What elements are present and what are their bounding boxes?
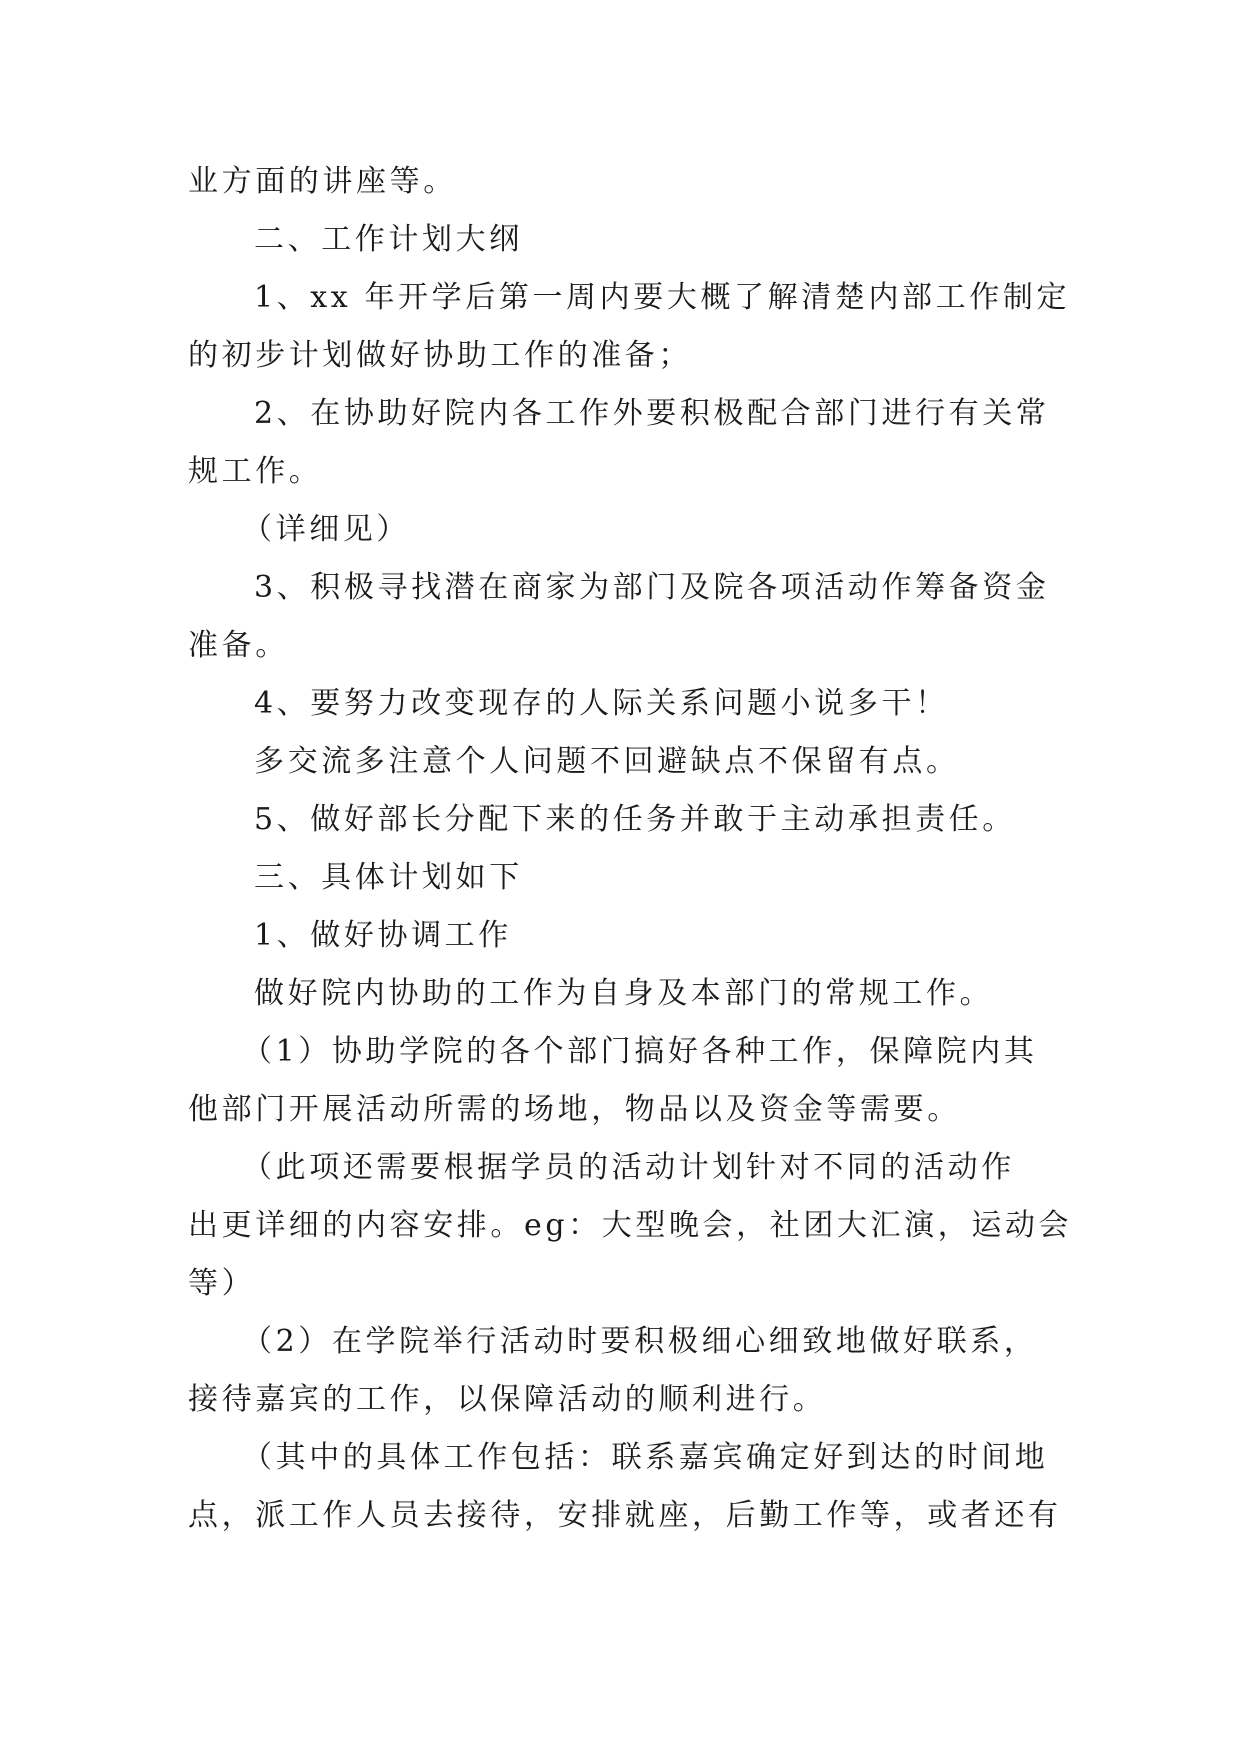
- note-line: （此项还需要根据学员的活动计划针对不同的活动作: [242, 1150, 1015, 1185]
- paragraph-line: 出更详细的内容安排。eg：大型晚会，社团大汇演，运动会: [188, 1208, 1073, 1243]
- paragraph-line: 准备。: [188, 628, 289, 663]
- paragraph-line: 等）: [188, 1266, 256, 1301]
- paragraph-line: 业方面的讲座等。: [188, 164, 457, 199]
- section-heading: 三、具体计划如下: [254, 860, 523, 895]
- paragraph-line: 规工作。: [188, 454, 323, 489]
- paragraph-line: 点，派工作人员去接待，安排就座，后勤工作等，或者还有: [188, 1498, 1062, 1533]
- paragraph-line: 多交流多注意个人问题不回避缺点不保留有点。: [254, 744, 960, 779]
- note-line: （其中的具体工作包括：联系嘉宾确定好到达的时间地: [242, 1440, 1049, 1475]
- paragraph-line: 他部门开展活动所需的场地，物品以及资金等需要。: [188, 1092, 961, 1127]
- list-item: 2、在协助好院内各工作外要积极配合部门进行有关常: [254, 396, 1050, 431]
- list-item: （2）在学院举行活动时要积极细心细致地做好联系，: [242, 1324, 1038, 1359]
- subsection-heading: 1、做好协调工作: [254, 918, 512, 953]
- list-item: （1）协助学院的各个部门搞好各种工作，保障院内其: [242, 1034, 1038, 1069]
- paragraph-line: 接待嘉宾的工作，以保障活动的顺利进行。: [188, 1382, 827, 1417]
- paragraph-line: 做好院内协助的工作为自身及本部门的常规工作。: [254, 976, 994, 1011]
- note-line: （详细见）: [242, 512, 410, 547]
- paragraph-line: 的初步计划做好协助工作的准备；: [188, 338, 692, 373]
- document-body: [188, 153, 1073, 1545]
- section-heading: 二、工作计划大纲: [254, 222, 523, 257]
- list-item: 4、要努力改变现存的人际关系问题小说多干！: [254, 686, 949, 721]
- list-item: 1、xx 年开学后第一周内要大概了解清楚内部工作制定: [254, 280, 1071, 315]
- list-item: 3、积极寻找潜在商家为部门及院各项活动作筹备资金: [254, 570, 1050, 605]
- list-item: 5、做好部长分配下来的任务并敢于主动承担责任。: [254, 802, 1016, 837]
